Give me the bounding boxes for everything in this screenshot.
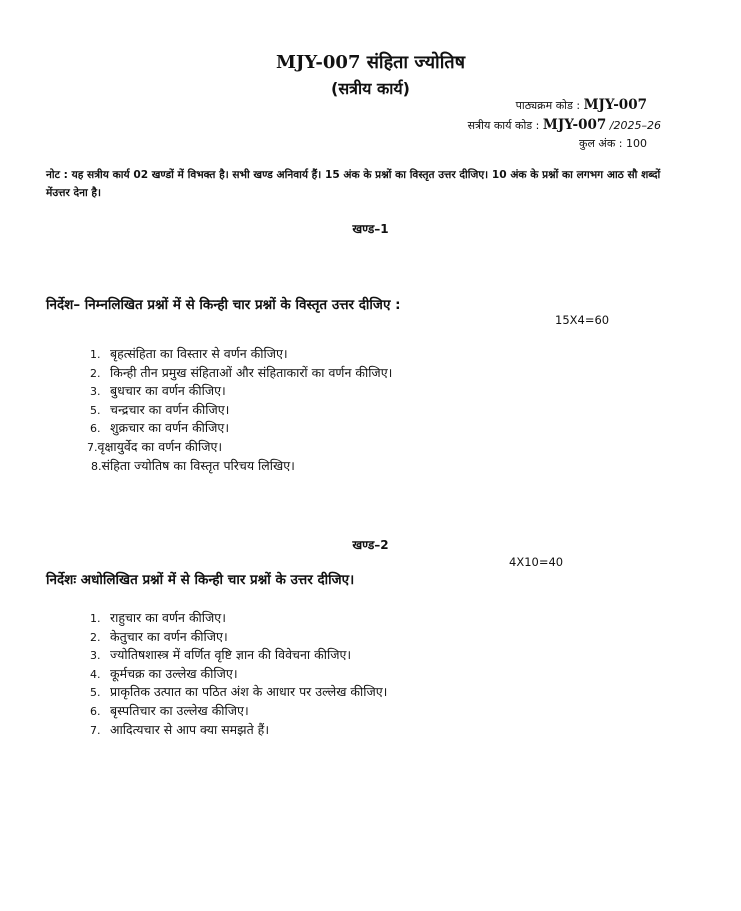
- question-text: कूर्मचक्र का उल्लेख कीजिए।: [110, 665, 238, 681]
- list-item: [90, 665, 387, 684]
- list-item: [90, 683, 387, 702]
- question-number: 7.: [90, 723, 101, 737]
- list-item: [90, 721, 387, 740]
- title-course-name: संहिता ज्योतिष: [366, 52, 466, 73]
- title-course-code: MJY-007: [275, 52, 361, 73]
- question-text: राहुचार का वर्णन कीजिए।: [110, 610, 226, 625]
- section1-direction: निर्देश– निम्नलिखित प्रश्नों में से किन्ही चार प्रश्नों के विस्तृत उत्तर दीजिए :: [46, 297, 401, 313]
- total-marks-value: 100: [626, 137, 647, 150]
- course-code-label: पाठ्यक्रम कोड :: [515, 99, 581, 112]
- section2-heading: खण्ड–2: [352, 538, 389, 552]
- list-item: [90, 364, 392, 383]
- section1-marks: 15X4=60: [555, 313, 610, 327]
- question-number: 5.: [90, 686, 101, 700]
- list-item: [91, 457, 392, 476]
- section2-question-list: [90, 609, 387, 739]
- course-code-value: MJY-007: [583, 97, 647, 113]
- section2-direction: निर्देशः अधोलिखित प्रश्नों में से किन्ही चार प्रश्नों के उत्तर दीजिए।: [46, 572, 355, 588]
- list-item: [90, 345, 392, 364]
- list-item: [90, 382, 392, 401]
- list-item: [90, 419, 392, 438]
- list-item: [90, 401, 392, 420]
- assignment-code-line: [468, 117, 661, 133]
- instructions-note: नोट : यह सत्रीय कार्य 02 खण्डों में विभक्त है। सभी खण्ड अनिवार्य हैं। 15 अंक के प्रश्नों का विस्तृत उत्तर दीजिए। 10 अंक के प्रश्नों का लगभग आठ सौ शब्दों मेंउत्तर देना है।: [46, 169, 661, 199]
- section1-question-list: [87, 345, 393, 475]
- question-number: 1.: [90, 348, 101, 361]
- question-number: 3.: [90, 385, 101, 399]
- list-item: [90, 609, 387, 628]
- list-item: [90, 646, 387, 665]
- question-number: 7.: [87, 440, 98, 454]
- session-year: /2025–26: [609, 119, 661, 132]
- question-text: आदित्यचार से आप क्या समझते हैं।: [110, 721, 270, 737]
- question-text: संहिता ज्योतिष का विस्तृत परिचय लिखिए।: [101, 457, 295, 473]
- question-number: 5.: [90, 403, 101, 417]
- question-number: 4.: [90, 667, 101, 681]
- question-text: किन्ही तीन प्रमुख संहिताओं और संहिताकारों का वर्णन कीजिए।: [110, 364, 393, 380]
- course-code-line: [516, 97, 647, 113]
- question-text: बुधचार का वर्णन कीजिए।: [110, 383, 226, 399]
- section1-heading: खण्ड–1: [352, 222, 389, 236]
- document-subtitle: (सत्रीय कार्य): [331, 79, 410, 98]
- list-item: [90, 628, 387, 647]
- total-marks-line: [579, 136, 647, 151]
- section2-marks: 4X10=40: [509, 555, 564, 569]
- question-number: 3.: [90, 649, 101, 663]
- question-text: ज्योतिषशास्त्र में वर्णित वृष्टि ज्ञान की विवेचना कीजिए।: [110, 647, 352, 663]
- question-text: बृस्पतिचार का उल्लेख कीजिए।: [110, 702, 249, 718]
- list-item: [87, 438, 392, 457]
- question-text: बृहत्संहिता का विस्तार से वर्णन कीजिए।: [110, 346, 288, 361]
- assignment-code-value: MJY-007: [542, 117, 607, 133]
- question-number: 6.: [90, 422, 101, 436]
- question-number: 2.: [90, 366, 101, 380]
- question-text: प्राकृतिक उत्पात का पठित अंश के आधार पर उल्लेख कीजिए।: [110, 684, 388, 700]
- assignment-code-label: सत्रीय कार्य कोड :: [467, 119, 540, 132]
- question-text: वृक्षायुर्वेद का वर्णन कीजिए।: [97, 438, 223, 454]
- question-number: 2.: [90, 630, 101, 644]
- question-text: केतुचार का वर्णन कीजिए।: [110, 628, 228, 644]
- question-text: चन्द्रचार का वर्णन कीजिए।: [110, 401, 230, 417]
- question-number: 1.: [90, 612, 101, 625]
- question-number: 8.: [91, 459, 102, 473]
- total-marks-label: कुल अंक :: [579, 137, 623, 150]
- document-title: [0, 50, 741, 74]
- question-number: 6.: [90, 704, 101, 718]
- list-item: [90, 702, 387, 721]
- question-text: शुक्रचार का वर्णन कीजिए।: [110, 420, 230, 436]
